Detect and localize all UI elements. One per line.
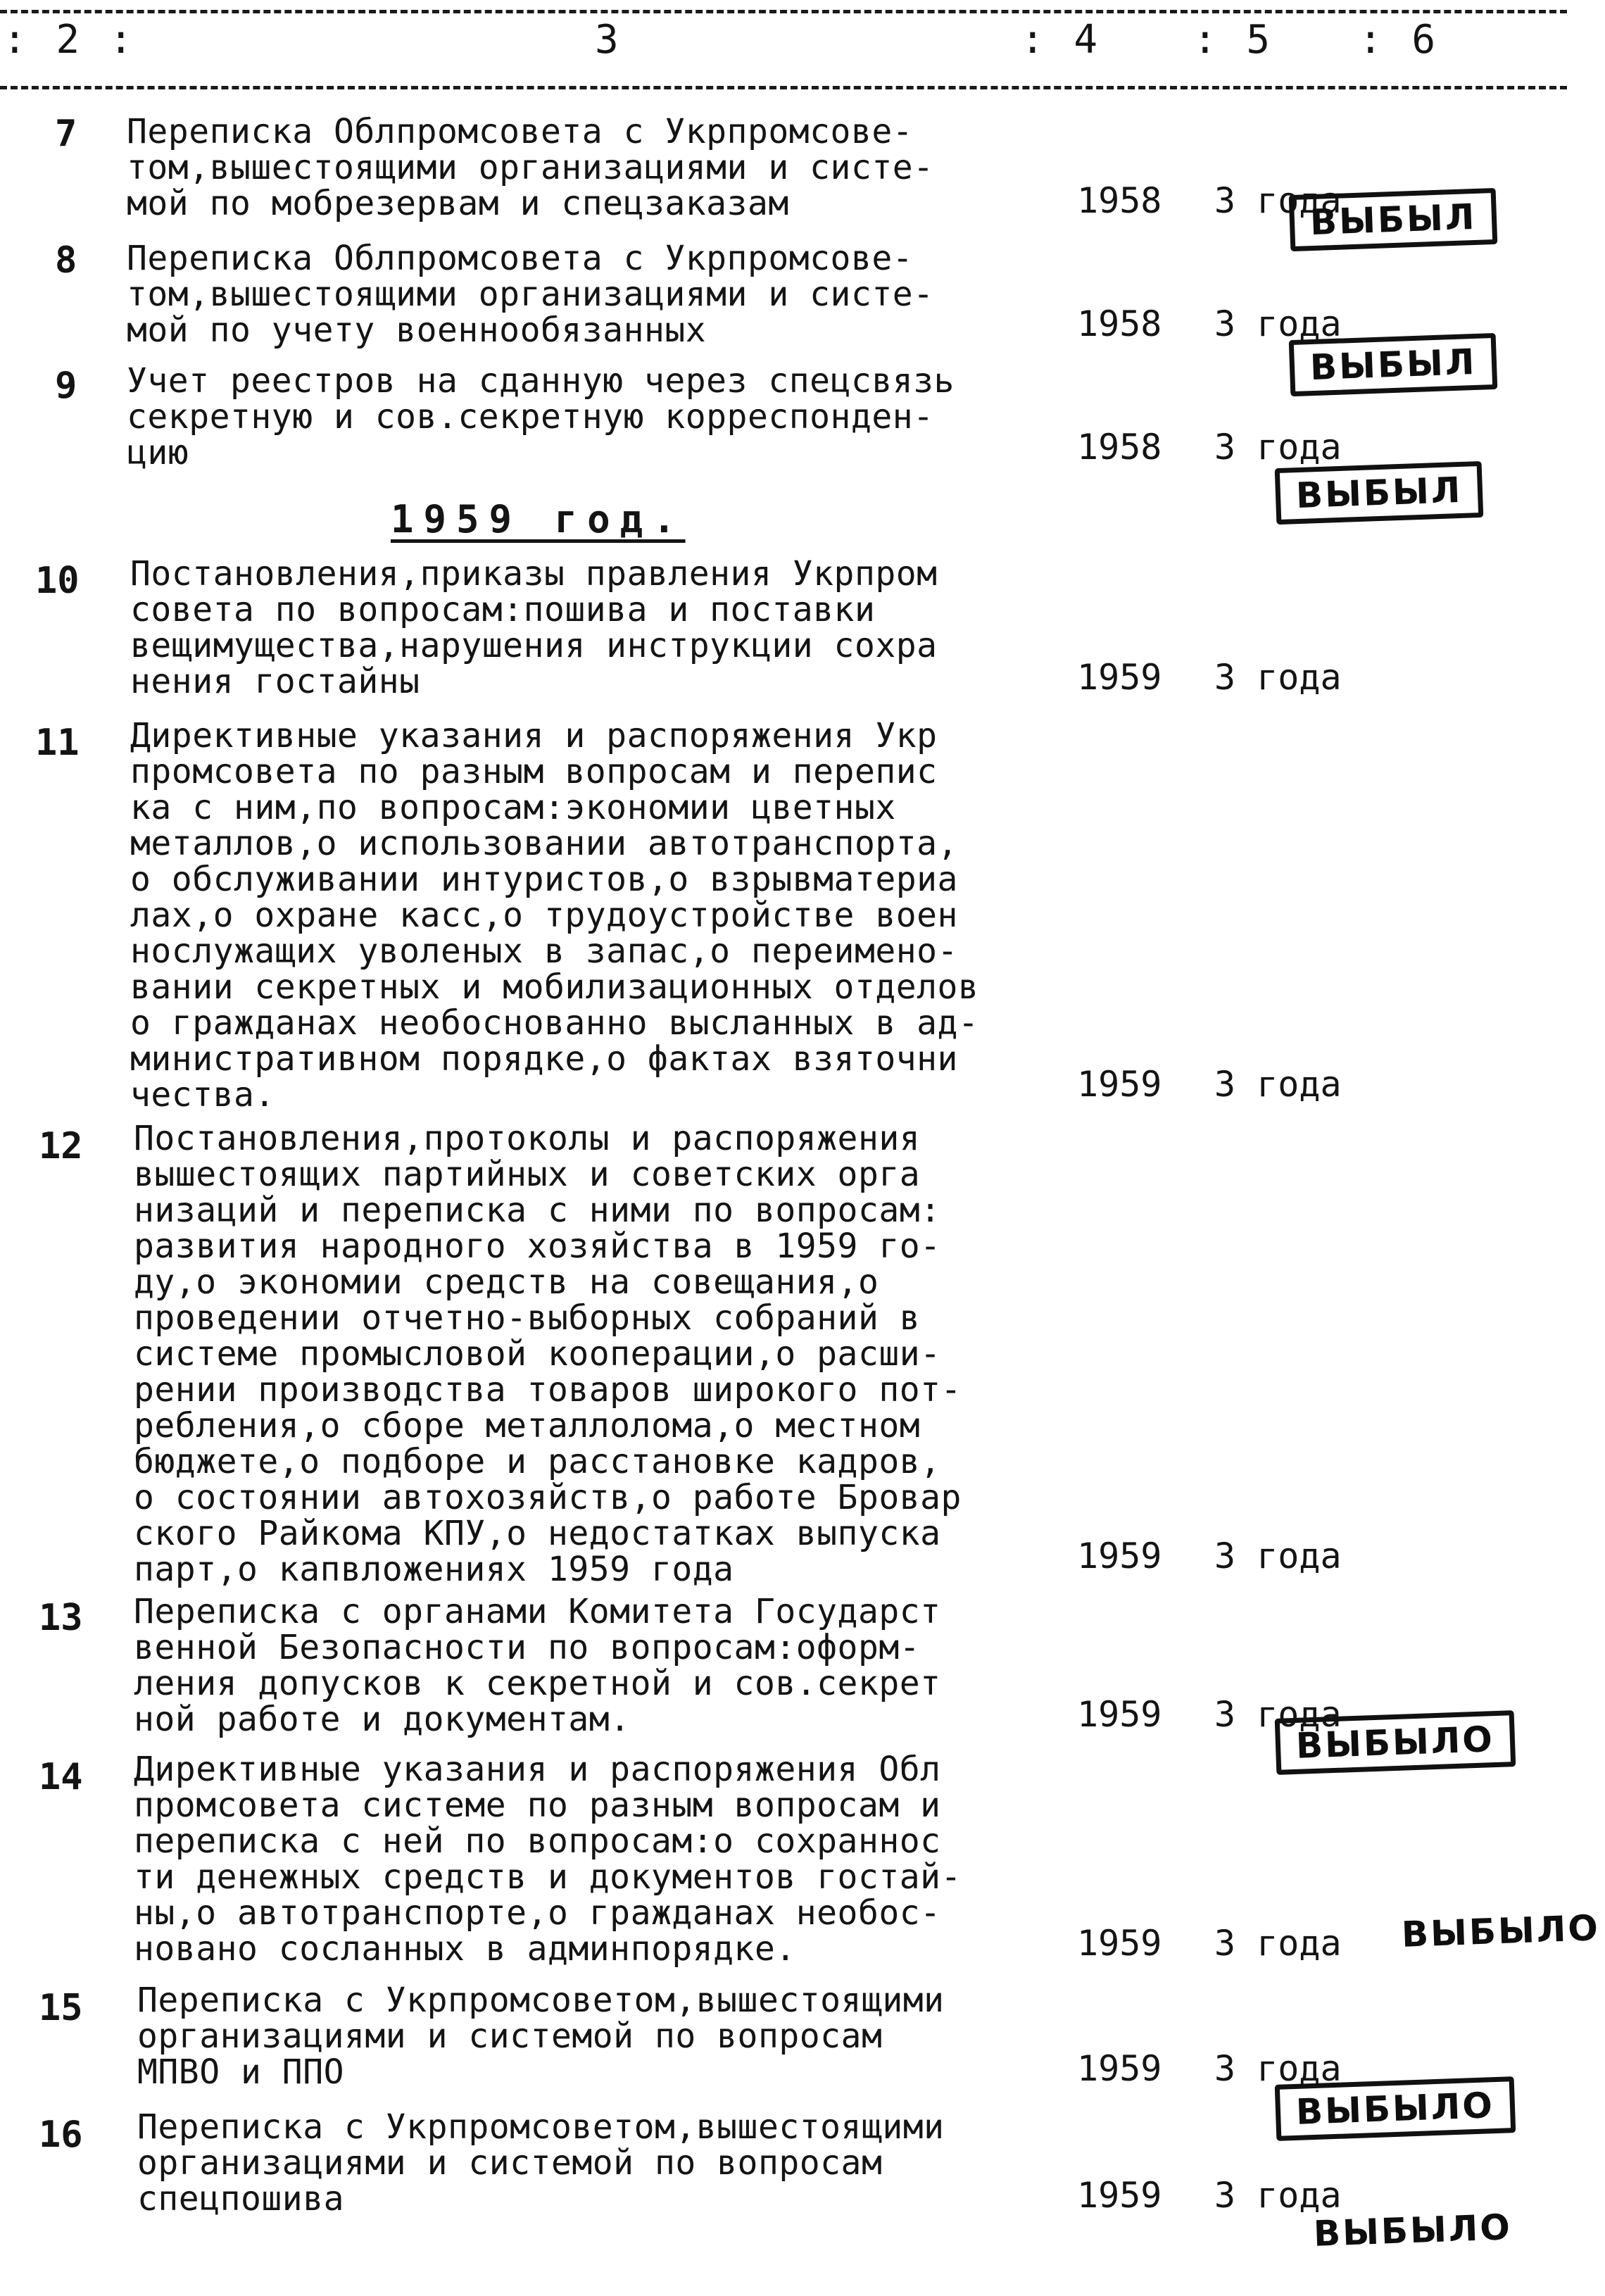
row-year: 1959 xyxy=(1077,1694,1162,1735)
row-year: 1959 xyxy=(1077,2048,1162,2089)
withdrawn-stamp: ВЫБЫЛО xyxy=(1275,2076,1516,2141)
row-term: 3 года xyxy=(1214,1923,1342,1964)
row-title: Переписка с Укрпромсоветом,вышестоящими организациями и системой по вопросам МПВО и ППО xyxy=(137,1981,945,2092)
withdrawn-stamp: ВЫБЫЛО xyxy=(1275,1710,1516,1775)
row-term: 3 года xyxy=(1214,303,1342,344)
row-term: 3 года xyxy=(1214,1536,1342,1576)
row-year: 1958 xyxy=(1077,427,1162,468)
row-number: 14 xyxy=(39,1756,83,1798)
row-number: 11 xyxy=(35,722,80,764)
header-bottom-rule xyxy=(0,86,1567,89)
withdrawn-stamp: ВЫБЫЛО xyxy=(1401,1907,1601,1955)
row-term: 3 года xyxy=(1214,1694,1342,1735)
row-term: 3 года xyxy=(1214,2175,1342,2216)
row-number: 10 xyxy=(35,560,80,602)
row-year: 1958 xyxy=(1077,303,1162,344)
row-number: 12 xyxy=(39,1125,83,1167)
row-title: Директивные указания и распоряжения Укр промсовета по разным вопросам и перепис ка с ним,по вопросам:экономии цветных металлов,о использовании автотранспорта, о обслуживании интуристов,о взрывматериа лах,о охране касс,о трудоустройстве воен нослужащих уволеных в запас,о переимено- вании секретных и мобилизационных отделов о гражданах необоснованно высланных в ад- министративном порядке,о фактах взяточни чества. xyxy=(130,716,979,1115)
row-title: Переписка с Укрпромсоветом,вышестоящими организациями и системой по вопросам спецпошива xyxy=(137,2107,945,2219)
row-term: 3 года xyxy=(1214,657,1342,698)
row-year: 1959 xyxy=(1077,657,1162,698)
column-header-6: : 6 xyxy=(1359,17,1439,63)
withdrawn-stamp: ВЫБЫЛ xyxy=(1289,188,1498,251)
row-term: 3 года xyxy=(1214,427,1342,468)
row-title: Постановления,протоколы и распоряжения вышестоящих партийных и советских орга низаций и переписка с ними по вопросам: развития народного хозяйства в 1959 го- ду,о экономии средств на совещания,о проведении отчетно-выборных собраний в системе промысловой кооперации,о расши- рении производства товаров широкого пот- ребления,о сборе металлолома,о местном бюджете,о подборе и расстановке кадров, о состоянии автохозяйств,о работе Бровар ского Райкома КПУ,о недостатках выпуска парт,о капвложениях 1959 года xyxy=(134,1119,962,1589)
row-term: 3 года xyxy=(1214,180,1342,221)
row-number: 9 xyxy=(55,365,77,407)
row-title: Постановления,приказы правления Укрпром совета по вопросам:пошива и поставки вещимущества,нарушения инструкции сохра нения гостайны xyxy=(130,554,938,701)
row-title: Учет реестров на сданную через спецсвязь секретную и сов.секретную корреспонден- цию xyxy=(127,361,955,472)
row-number: 7 xyxy=(55,113,77,155)
column-header-5: : 5 xyxy=(1193,17,1273,63)
withdrawn-stamp: ВЫБЫЛ xyxy=(1275,461,1484,525)
withdrawn-stamp: ВЫБЫЛО xyxy=(1313,2207,1513,2254)
row-title: Переписка Облпромсовета с Укрпромсове- том,вышестоящими организациями и систе- мой по учету военнообязанных xyxy=(127,239,934,350)
row-year: 1959 xyxy=(1077,1536,1162,1576)
row-term: 3 года xyxy=(1214,1064,1342,1105)
row-year: 1959 xyxy=(1077,1923,1162,1964)
row-number: 16 xyxy=(39,2114,83,2156)
row-year: 1958 xyxy=(1077,180,1162,221)
row-year: 1959 xyxy=(1077,2175,1162,2216)
row-title: Директивные указания и распоряжения Обл промсовета системе по разным вопросам и переписка с ней по вопросам:о сохраннос ти денежных средств и документов гостай- ны,о автотранспорте,о гражданах необос- новано сосланных в админпорядке. xyxy=(134,1750,962,1969)
row-term: 3 года xyxy=(1214,2048,1342,2089)
section-year-heading: 1959 год. xyxy=(391,497,686,541)
row-number: 15 xyxy=(39,1987,83,2029)
row-title: Переписка с органами Комитета Государст венной Безопасности по вопросам:оформ- ления допусков к секретной и сов.секрет ной работе и документам. xyxy=(134,1592,941,1739)
row-number: 13 xyxy=(39,1597,83,1639)
row-number: 8 xyxy=(55,239,77,282)
header-top-rule xyxy=(0,10,1567,13)
row-year: 1959 xyxy=(1077,1064,1162,1105)
column-header-2: : 2 : xyxy=(3,17,136,63)
withdrawn-stamp: ВЫБЫЛ xyxy=(1289,333,1498,396)
column-header-3: 3 xyxy=(595,17,622,63)
row-title: Переписка Облпромсовета с Укрпромсове- том,вышестоящими организациями и систе- мой по мобрезервам и спецзаказам xyxy=(127,112,934,223)
column-header-4: : 4 xyxy=(1021,17,1101,63)
